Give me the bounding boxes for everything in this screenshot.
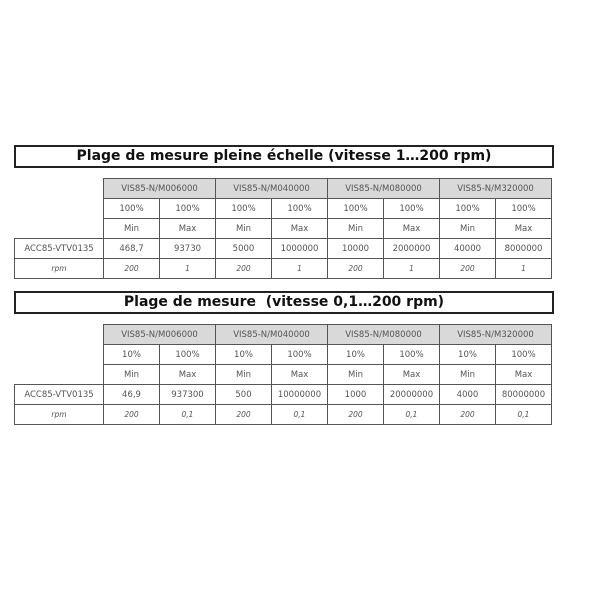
minmax-cell: Min: [440, 365, 496, 385]
section-title: Plage de mesure pleine échelle (vitesse 1…200 rpm): [14, 145, 554, 168]
percent-cell: 100%: [216, 199, 272, 219]
minmax-cell: Min: [328, 219, 384, 239]
rpm-row: [15, 405, 552, 425]
rpm-cell: 200: [328, 259, 384, 279]
rpm-cell: 200: [440, 259, 496, 279]
value-cell: 468,7: [104, 239, 160, 259]
value-cell: 937300: [160, 385, 216, 405]
percent-cell: 100%: [272, 345, 328, 365]
minmax-row: [15, 365, 552, 385]
percent-cell: 100%: [272, 199, 328, 219]
percent-cell: 10%: [216, 345, 272, 365]
minmax-cell: Max: [160, 365, 216, 385]
rpm-cell: 1: [272, 259, 328, 279]
rpm-cell: 200: [440, 405, 496, 425]
percent-cell: 100%: [496, 199, 552, 219]
model-header: VIS85-N/M040000: [216, 179, 328, 199]
measurement-table-extended: [14, 324, 552, 425]
percent-cell: 100%: [384, 345, 440, 365]
minmax-cell: Max: [496, 219, 552, 239]
percent-row: [15, 199, 552, 219]
section-title: Plage de mesure (vitesse 0,1…200 rpm): [14, 291, 554, 314]
value-cell: 20000000: [384, 385, 440, 405]
rpm-cell: 200: [104, 405, 160, 425]
empty-corner: [15, 179, 104, 199]
percent-row: [15, 345, 552, 365]
percent-cell: 100%: [160, 199, 216, 219]
percent-cell: 100%: [496, 345, 552, 365]
minmax-cell: Min: [216, 219, 272, 239]
percent-cell: 100%: [384, 199, 440, 219]
value-row: [15, 385, 552, 405]
value-cell: 2000000: [384, 239, 440, 259]
model-header: VIS85-N/M040000: [216, 325, 328, 345]
minmax-cell: Max: [272, 365, 328, 385]
row-label: rpm: [15, 405, 104, 425]
minmax-cell: Max: [384, 365, 440, 385]
percent-cell: 100%: [104, 199, 160, 219]
minmax-cell: Max: [496, 365, 552, 385]
percent-cell: 10%: [104, 345, 160, 365]
value-cell: 93730: [160, 239, 216, 259]
model-header-row: [15, 325, 552, 345]
model-header: VIS85-N/M320000: [440, 325, 552, 345]
minmax-cell: Max: [272, 219, 328, 239]
model-header: VIS85-N/M080000: [328, 325, 440, 345]
value-cell: 5000: [216, 239, 272, 259]
rpm-cell: 200: [104, 259, 160, 279]
rpm-row: [15, 259, 552, 279]
value-cell: 4000: [440, 385, 496, 405]
rpm-cell: 1: [160, 259, 216, 279]
value-cell: 1000: [328, 385, 384, 405]
percent-cell: 10%: [328, 345, 384, 365]
value-cell: 80000000: [496, 385, 552, 405]
rpm-cell: 1: [496, 259, 552, 279]
value-row: [15, 239, 552, 259]
rpm-cell: 1: [384, 259, 440, 279]
minmax-row: [15, 219, 552, 239]
rpm-cell: 200: [328, 405, 384, 425]
minmax-cell: Max: [160, 219, 216, 239]
minmax-cell: Max: [384, 219, 440, 239]
empty-corner: [15, 325, 104, 345]
row-label: ACC85-VTV0135: [15, 385, 104, 405]
model-header: VIS85-N/M080000: [328, 179, 440, 199]
rpm-cell: 0,1: [496, 405, 552, 425]
percent-cell: 100%: [440, 199, 496, 219]
percent-cell: 100%: [328, 199, 384, 219]
model-header: VIS85-N/M320000: [440, 179, 552, 199]
rpm-cell: 0,1: [160, 405, 216, 425]
model-header-row: [15, 179, 552, 199]
measurement-table-full-scale: [14, 178, 552, 279]
row-label: ACC85-VTV0135: [15, 239, 104, 259]
minmax-cell: Min: [440, 219, 496, 239]
model-header: VIS85-N/M006000: [104, 179, 216, 199]
rpm-cell: 0,1: [384, 405, 440, 425]
minmax-cell: Min: [216, 365, 272, 385]
value-cell: 500: [216, 385, 272, 405]
value-cell: 1000000: [272, 239, 328, 259]
value-cell: 46,9: [104, 385, 160, 405]
value-cell: 40000: [440, 239, 496, 259]
minmax-cell: Min: [104, 219, 160, 239]
rpm-cell: 200: [216, 259, 272, 279]
row-label: rpm: [15, 259, 104, 279]
rpm-cell: 200: [216, 405, 272, 425]
rpm-cell: 0,1: [272, 405, 328, 425]
value-cell: 10000000: [272, 385, 328, 405]
value-cell: 10000: [328, 239, 384, 259]
model-header: VIS85-N/M006000: [104, 325, 216, 345]
minmax-cell: Min: [328, 365, 384, 385]
percent-cell: 100%: [160, 345, 216, 365]
minmax-cell: Min: [104, 365, 160, 385]
value-cell: 8000000: [496, 239, 552, 259]
percent-cell: 10%: [440, 345, 496, 365]
